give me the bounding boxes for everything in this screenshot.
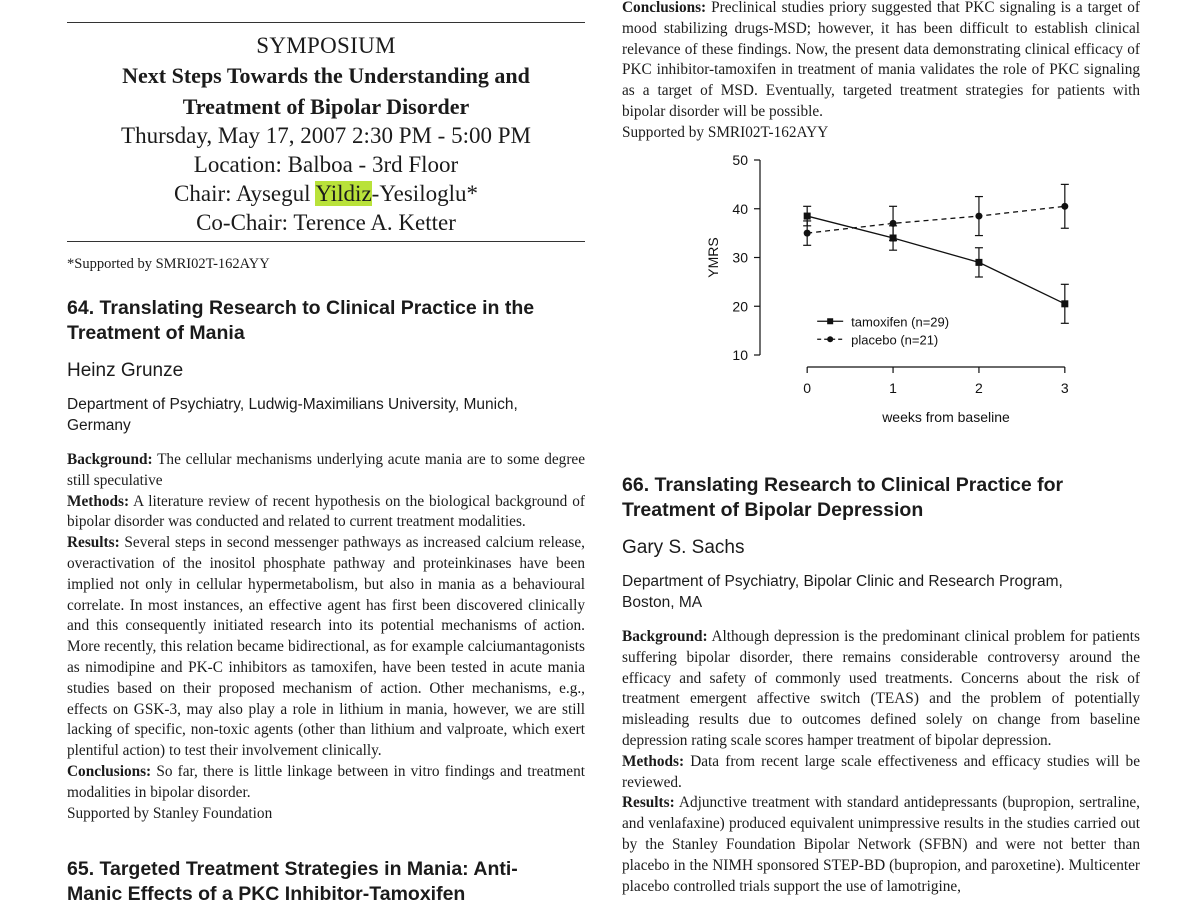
abstract-64-author: Heinz Grunze: [67, 360, 184, 381]
abstract-64-methods: [67, 492, 585, 534]
y-tick-label: 20: [732, 298, 748, 315]
abstract-65-heading: 65. Targeted Treatment Strategies in Mania: Anti-Manic Effects of a PKC Inhibitor-Tamoxifen: [67, 858, 518, 905]
chair-prefix: Chair: Aysegul: [174, 181, 316, 206]
series-line-1: [807, 206, 1065, 233]
data-point-square: [1061, 300, 1068, 307]
x-tick-label: 1: [889, 380, 897, 396]
methods-label: Methods:: [67, 492, 130, 510]
y-axis-label: YMRS: [705, 237, 721, 278]
background-text: The cellular mechanisms underlying acute mania are to some degree still speculative: [67, 451, 585, 489]
chair-highlight: Yildiz: [315, 181, 372, 206]
abstract-64-conclusions: [67, 762, 585, 804]
y-tick-label: 10: [732, 347, 748, 363]
methods-label: Methods:: [622, 752, 685, 770]
abstract-65-conclusions: [622, 0, 1140, 123]
abstract-64: [67, 296, 585, 824]
results-label: Results:: [67, 534, 120, 552]
y-tick-label: 30: [732, 249, 748, 266]
abstract-64-affiliation: Department of Psychiatry, Ludwig-Maximilians University, Munich, Germany: [67, 396, 518, 434]
abstract-65-tail: [622, 0, 1140, 144]
ymrs-chart: [702, 150, 1122, 450]
abstract-66-author: Gary S. Sachs: [622, 537, 745, 558]
conclusions-label: Conclusions:: [622, 0, 707, 16]
abstract-64-heading: 64. Translating Research to Clinical Practice in the Treatment of Mania: [67, 297, 535, 344]
data-point-circle: [975, 213, 982, 220]
abstract-66-heading: 66. Translating Research to Clinical Practice for Treatment of Bipolar Depression: [622, 474, 1064, 521]
background-label: Background:: [67, 451, 153, 468]
conclusions-label: Conclusions:: [67, 762, 152, 780]
legend-marker-square: [827, 318, 833, 324]
x-tick-label: 3: [1060, 380, 1069, 396]
abstract-66: [622, 473, 1140, 897]
background-text: Although depression is the predominant clinical problem for patients suffering bipolar disorder, there remains considerable controversy around the efficacy and safety of commonly used treatments. Concerns about the risk of treatment emergent affective switch (TEAS) and the problem of potentially misleading results due to outcomes defined solely on change from baseline depression rating scale scores hamper treatment of bipolar depression.: [622, 628, 1140, 749]
background-label: Background:: [622, 628, 708, 645]
symposium-chair: [67, 179, 585, 208]
abstract-66-methods: [622, 752, 1140, 794]
ymrs-chart-svg: [702, 150, 1122, 450]
symposium-label: SYMPOSIUM: [256, 33, 396, 58]
symposium-date: Thursday, May 17, 2007 2:30 PM - 5:00 PM: [121, 123, 531, 148]
conclusions-text: So far, there is little linkage between in vitro findings and treatment modalities in bipolar disorder.: [67, 762, 585, 801]
conclusions-text: Preclinical studies priory suggested that PKC signaling is a target of mood stabilizing drugs-MSD; however, it has been difficult to establish clinical relevance of these findings. Now, the present data demonstrating clinical efficacy of PKC inhibitor-tamoxifen in treatment of mania validates the role of PKC signaling as a target of MSD. Eventually, targeted treatment strategies for patients with bipolar disorder will be possible.: [622, 0, 1140, 120]
symposium-title-line2: Treatment of Bipolar Disorder: [182, 94, 470, 119]
data-point-square: [804, 213, 811, 220]
methods-text: A literature review of recent hypothesis on the biological background of bipolar disorder was conducted and related to current treatment modalities.: [67, 492, 585, 531]
methods-text: Data from recent large scale effectiveness and efficacy studies will be reviewed.: [622, 752, 1140, 791]
data-point-circle: [804, 230, 811, 237]
chair-suffix: -Yesiloglu*: [371, 181, 478, 206]
data-point-circle: [1061, 203, 1068, 210]
abstract-66-affiliation: Department of Psychiatry, Bipolar Clinic and Research Program, Boston, MA: [622, 573, 1063, 611]
results-label: Results:: [622, 794, 675, 812]
legend-marker-circle: [827, 336, 833, 342]
symposium-title-line1: Next Steps Towards the Understanding and: [122, 63, 530, 88]
x-tick-label: 0: [803, 380, 812, 396]
symposium-cochair: Co-Chair: Terence A. Ketter: [196, 210, 456, 235]
abstract-64-results: [67, 533, 585, 762]
y-tick-label: 40: [732, 200, 748, 217]
abstract-64-support: Supported by Stanley Foundation: [67, 804, 273, 822]
abstract-65-support: Supported by SMRI02T-162AYY: [622, 123, 829, 141]
x-tick-label: 2: [975, 380, 983, 396]
symposium-location: Location: Balboa - 3rd Floor: [193, 152, 459, 177]
data-point-circle: [890, 220, 897, 227]
x-axis-label: weeks from baseline: [882, 409, 1010, 425]
legend-label: tamoxifen (n=29): [851, 314, 950, 330]
legend-label: placebo (n=21): [851, 332, 939, 348]
abstract-64-background: [67, 450, 585, 492]
abstract-66-results: [622, 793, 1140, 897]
symposium-box: [67, 22, 585, 242]
y-tick-label: 50: [732, 152, 748, 168]
symposium-footnote: *Supported by SMRI02T-162AYY: [67, 256, 270, 272]
results-text: Several steps in second messenger pathways as increased calcium release, overactivation of the inositol phosphate pathway and proteinkinases have been implied not only in cellular hypermetabolism, but also in mania as a behavioural correlate. In most instances, an effective agent has first been discovered clinically and this consequently initiated research into its potential mechanisms of action. More recently, this relation became bidirectional, as for example calciumantagonists as nimodipine and PK-C inhibitors as tamoxifen, have been tested in acute mania studies based on their proposed mechanism of action. Other mechanisms, e.g., effects on GSK-3, may also play a role in lithium in mania, however, we are still lacking of specific, non-toxic agents (other than lithium and valproate, which exert plentiful action) to test their involvement clinically.: [67, 534, 585, 760]
results-text: Adjunctive treatment with standard antidepressants (bupropion, sertraline, and venlafaxine) produced equivalent unimpressive results in the studies carried out by the Stanley Foundation Bipolar Network (SFBN) and were not better than placebo in the NIMH sponsored STEP-BD (bupropion, and paroxetine). Multicenter placebo controlled trials support the use of lamotrigine,: [622, 794, 1140, 895]
abstract-66-background: [622, 627, 1140, 752]
data-point-square: [975, 259, 982, 266]
